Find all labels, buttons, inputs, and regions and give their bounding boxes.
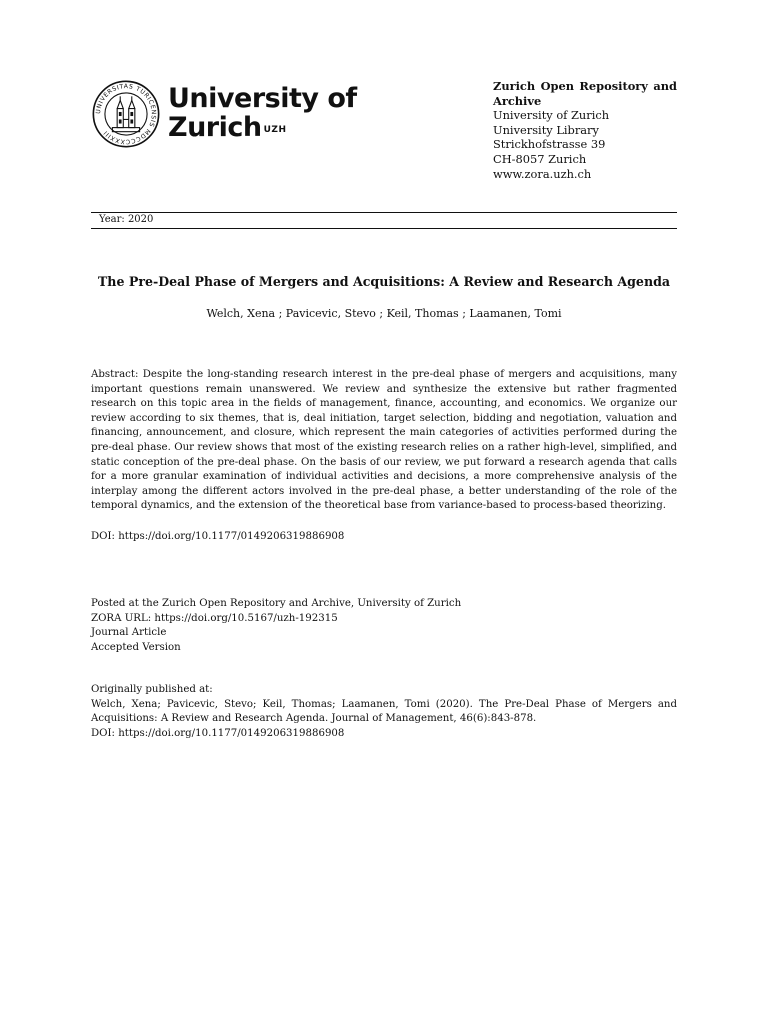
- university-logo: [92, 80, 357, 148]
- paper-authors: Welch, Xena ; Pavicevic, Stevo ; Keil, Thomas ; Laamanen, Tomi: [206, 307, 562, 320]
- wordmark-line1: University of: [168, 82, 357, 114]
- original-heading: Originally published at:: [91, 684, 213, 695]
- publication-version: Accepted Version: [91, 641, 181, 653]
- original-doi-link[interactable]: DOI: https://doi.org/10.1177/0149206319886908: [91, 727, 345, 739]
- wordmark-zurich: Zurich: [168, 111, 262, 143]
- repository-address: [493, 79, 677, 181]
- university-wordmark: [168, 84, 357, 145]
- original-publication: [91, 683, 677, 741]
- zora-url-link[interactable]: ZORA URL: https://doi.org/10.5167/uzh-192315: [91, 612, 338, 624]
- doi-link[interactable]: DOI: https://doi.org/10.1177/0149206319886908: [91, 531, 345, 542]
- repository-line-city: CH-8057 Zurich: [493, 151, 587, 166]
- wordmark-superscript: UZH: [263, 124, 287, 135]
- repository-line-street: Strickhofstrasse 39: [493, 137, 606, 152]
- wordmark-line2: [168, 113, 357, 145]
- abstract-text: Abstract: Despite the long-standing research interest in the pre-deal phase of mergers and acquisitions, many important questions remain unanswered. We review and synthesize the extensive but rather fragmented research on this topic area in the fields of management, finance, accounting, and economics. We organize our review according to six themes, that is, deal initiation, target selection, bidding and negotiation, valuation and financing, announcement, and closure, which represent the main categories of activities performed during the pre-deal phase. Our review shows that most of the existing research relies on a rather high-level, simplified, and static conception of the pre-deal phase. On the basis of our review, we put forward a research agenda that calls for a more granular examination of individual activities and decisions, a more comprehensive analysis of the interplay among the different actors involved in the pre-deal phase, a better understanding of the role of the temporal dynamics, and the extension of the theoretical base from variance-based to process-based theorizing.: [91, 369, 677, 512]
- posted-line: Posted at the Zurich Open Repository and Archive, University of Zurich: [91, 598, 462, 609]
- year-band: [91, 212, 677, 229]
- posted-info: [91, 597, 677, 655]
- original-citation: Welch, Xena; Pavicevic, Stevo; Keil, Thomas; Laamanen, Tomi (2020). The Pre-Deal Phase of Mergers and Acquisitions: A Review and Research Agenda. Journal of Management, 46(6):843-878.: [91, 698, 677, 725]
- university-seal-icon: [92, 80, 160, 148]
- publication-type: Journal Article: [91, 627, 167, 639]
- repository-line-library: University Library: [493, 122, 599, 137]
- repository-name: Zurich Open Repository and Archive: [493, 79, 677, 108]
- repository-website-link[interactable]: www.zora.uzh.ch: [493, 166, 592, 181]
- seal-lettering: UNIVERSITAS TURICENSIS MDCCCXXXIII: [95, 83, 157, 145]
- paper-title: The Pre-Deal Phase of Mergers and Acquisitions: A Review and Research Agenda: [97, 274, 671, 289]
- repository-line-university: University of Zurich: [493, 108, 610, 123]
- publication-year: Year: 2020: [99, 214, 154, 225]
